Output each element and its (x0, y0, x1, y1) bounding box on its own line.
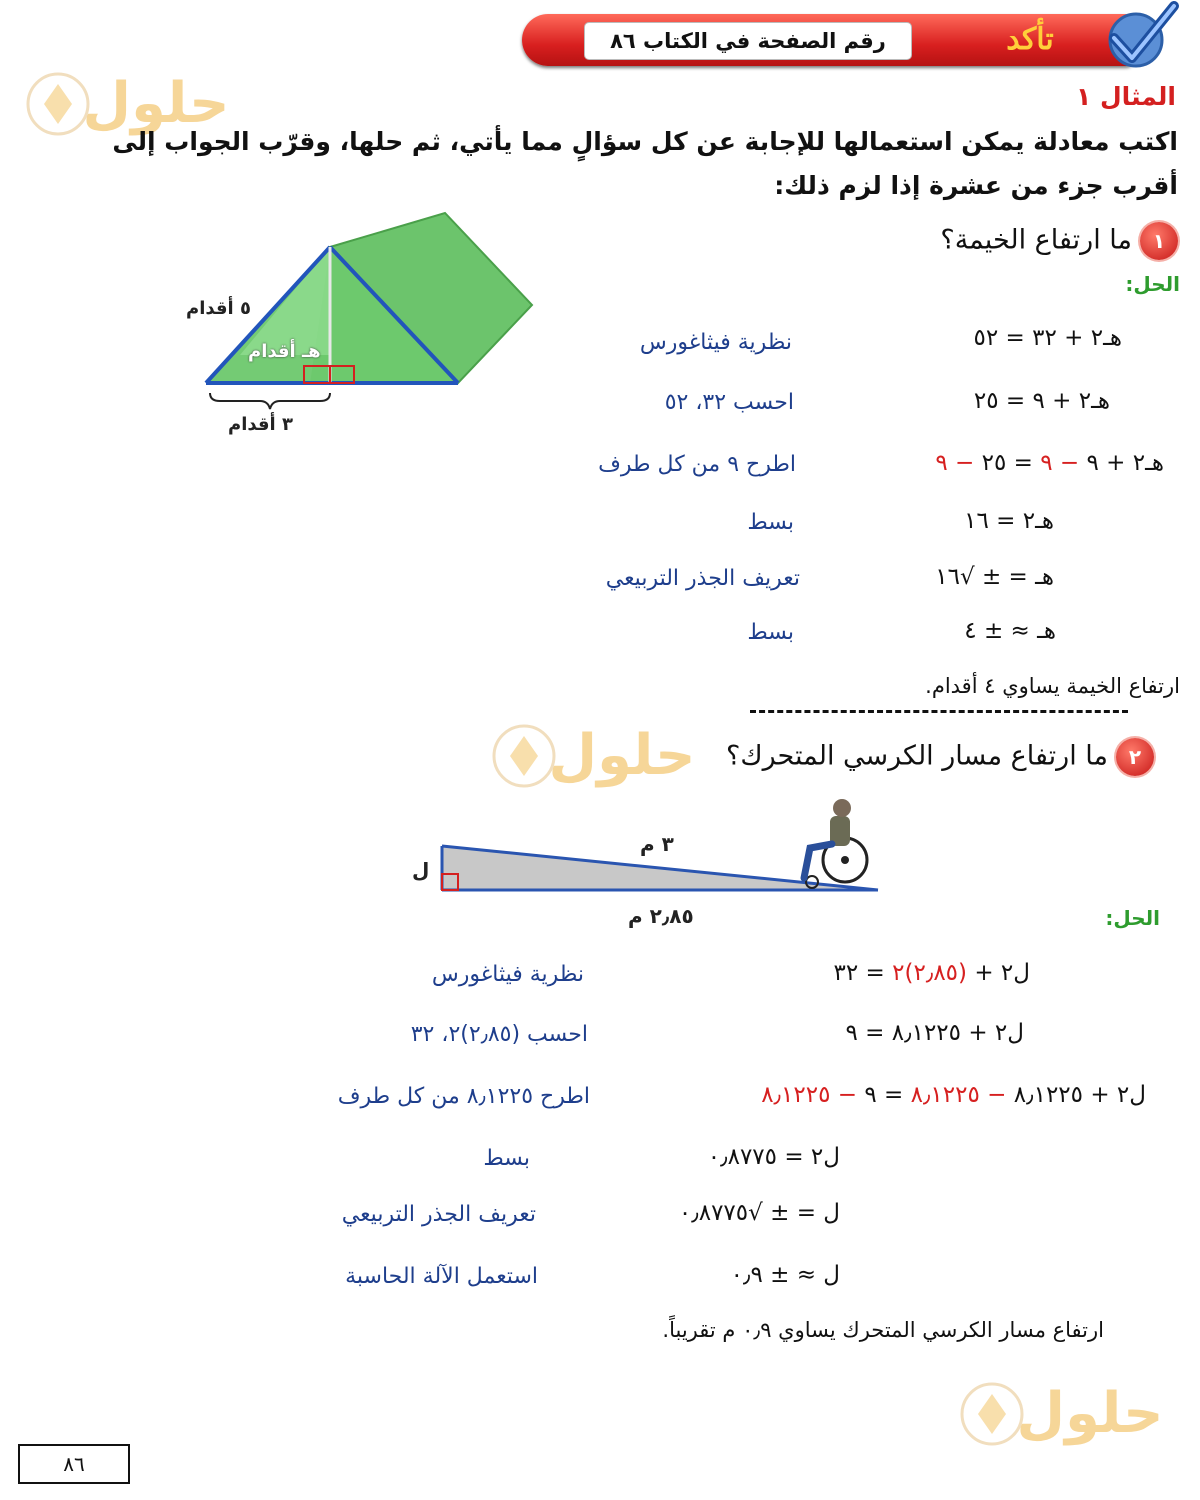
eq-term-highlight: (٢٫٨٥)٢ (892, 960, 968, 986)
section-divider (750, 710, 1128, 713)
q1-step-1-equation: هـ٢ + ٣٢ = ٥٢ (973, 325, 1122, 351)
eq-right: = ٩ (864, 1082, 904, 1108)
q2-solution-label: الحل: (1105, 906, 1160, 930)
q2-step-6-reason: استعمل الآلة الحاسبة (345, 1264, 538, 1289)
q1-step-2-equation: هـ٢ + ٩ = ٢٥ (973, 388, 1110, 414)
eq-subtract-right: − ٨٫١٢٢٥ (761, 1082, 858, 1108)
ramp-height-label: ل (412, 858, 430, 882)
watermark-logo-bottom (960, 1370, 1160, 1450)
q1-step-4-reason: بسط (747, 510, 794, 535)
tent-height-label: هـ أقدام (248, 341, 321, 362)
svg-text:حلول: حلول (82, 71, 226, 136)
ramp-hypotenuse-label: ٣ م (640, 832, 674, 856)
example-title: المثال ١ (1076, 82, 1176, 111)
page-reference: رقم الصفحة في الكتاب ٨٦ (584, 22, 912, 60)
q2-step-1-reason: نظرية فيثاغورس (431, 962, 584, 987)
q1-solution-label: الحل: (1125, 272, 1180, 296)
tent-slant-label: ٥ أقدام (186, 298, 251, 319)
watermark-logo-middle (492, 712, 692, 792)
question-2 (726, 738, 1154, 776)
eq-subtract-left: − ٨٫١٢٢٥ (910, 1082, 1007, 1108)
q2-step-1-equation (834, 960, 1030, 986)
eq-left: ل٢ + ٨٫١٢٢٥ (1013, 1082, 1146, 1108)
q1-step-5-equation: هـ = ± √١٦ (935, 564, 1054, 590)
question-1-text: ما ارتفاع الخيمة؟ (940, 224, 1132, 256)
question-1 (940, 222, 1178, 260)
q2-step-3-equation (761, 1082, 1146, 1108)
q2-step-2-equation: ل٢ + ٨٫١٢٢٥ = ٩ (845, 1020, 1024, 1046)
svg-text:حلول: حلول (1016, 1381, 1160, 1446)
svg-text:حلول: حلول (548, 723, 692, 788)
eq-left: هـ٢ + ٩ (1086, 450, 1164, 476)
q1-conclusion: ارتفاع الخيمة يساوي ٤ أقدام. (925, 674, 1180, 698)
q2-step-6-equation: ل ≈ ± ٠٫٩ (730, 1262, 840, 1288)
tent-base-label: ٣ أقدام (228, 414, 293, 435)
q1-step-6-equation: هـ ≈ ± ٤ (964, 618, 1056, 644)
q1-step-6-reason: بسط (747, 620, 794, 645)
ramp-base-label: ٢٫٨٥ م (628, 904, 694, 928)
eq-subtract-right: − ٩ (935, 450, 975, 476)
question-number-badge: ٢ (1116, 738, 1154, 776)
eq-right: = ٢٥ (981, 450, 1033, 476)
check-badge-word: تأكد (1006, 22, 1054, 57)
q2-step-4-equation: ل٢ = ٠٫٨٧٧٥ (707, 1144, 840, 1170)
checkmark-icon (1100, 0, 1180, 70)
page-number: ٨٦ (18, 1444, 130, 1484)
q2-step-5-equation: ل = ± √٠٫٨٧٧٥ (678, 1200, 840, 1226)
eq-right: = ٣٢ (833, 960, 885, 986)
example-instruction: اكتب معادلة يمكن استعمالها للإجابة عن كل سؤالٍ مما يأتي، ثم حلها، وقرّب الجواب إلى أقرب جزء من عشرة إذا لزم ذلك: (112, 127, 1178, 200)
question-number-badge: ١ (1140, 222, 1178, 260)
q2-conclusion: ارتفاع مسار الكرسي المتحرك يساوي ٠٫٩ م تقريباً. (662, 1318, 1104, 1342)
q1-step-4-equation: هـ٢ = ١٦ (964, 508, 1054, 534)
q1-step-1-reason: نظرية فيثاغورس (639, 330, 792, 355)
q1-step-5-reason: تعريف الجذر التربيعي (605, 566, 800, 591)
q1-step-3-equation (935, 450, 1164, 476)
q2-step-4-reason: بسط (483, 1146, 530, 1171)
q1-step-2-reason: احسب ٣٢، ٥٢ (664, 390, 794, 415)
q1-step-3-reason: اطرح ٩ من كل طرف (598, 452, 796, 477)
q2-step-2-reason: احسب (٢٫٨٥)٢، ٣٢ (410, 1022, 588, 1047)
eq-left: ل٢ + (974, 960, 1030, 986)
q2-step-3-reason: اطرح ٨٫١٢٢٥ من كل طرف (337, 1084, 590, 1109)
eq-subtract-left: − ٩ (1040, 450, 1080, 476)
q2-step-5-reason: تعريف الجذر التربيعي (341, 1202, 536, 1227)
question-2-text: ما ارتفاع مسار الكرسي المتحرك؟ (726, 740, 1108, 772)
wheelchair-icon (804, 799, 867, 888)
